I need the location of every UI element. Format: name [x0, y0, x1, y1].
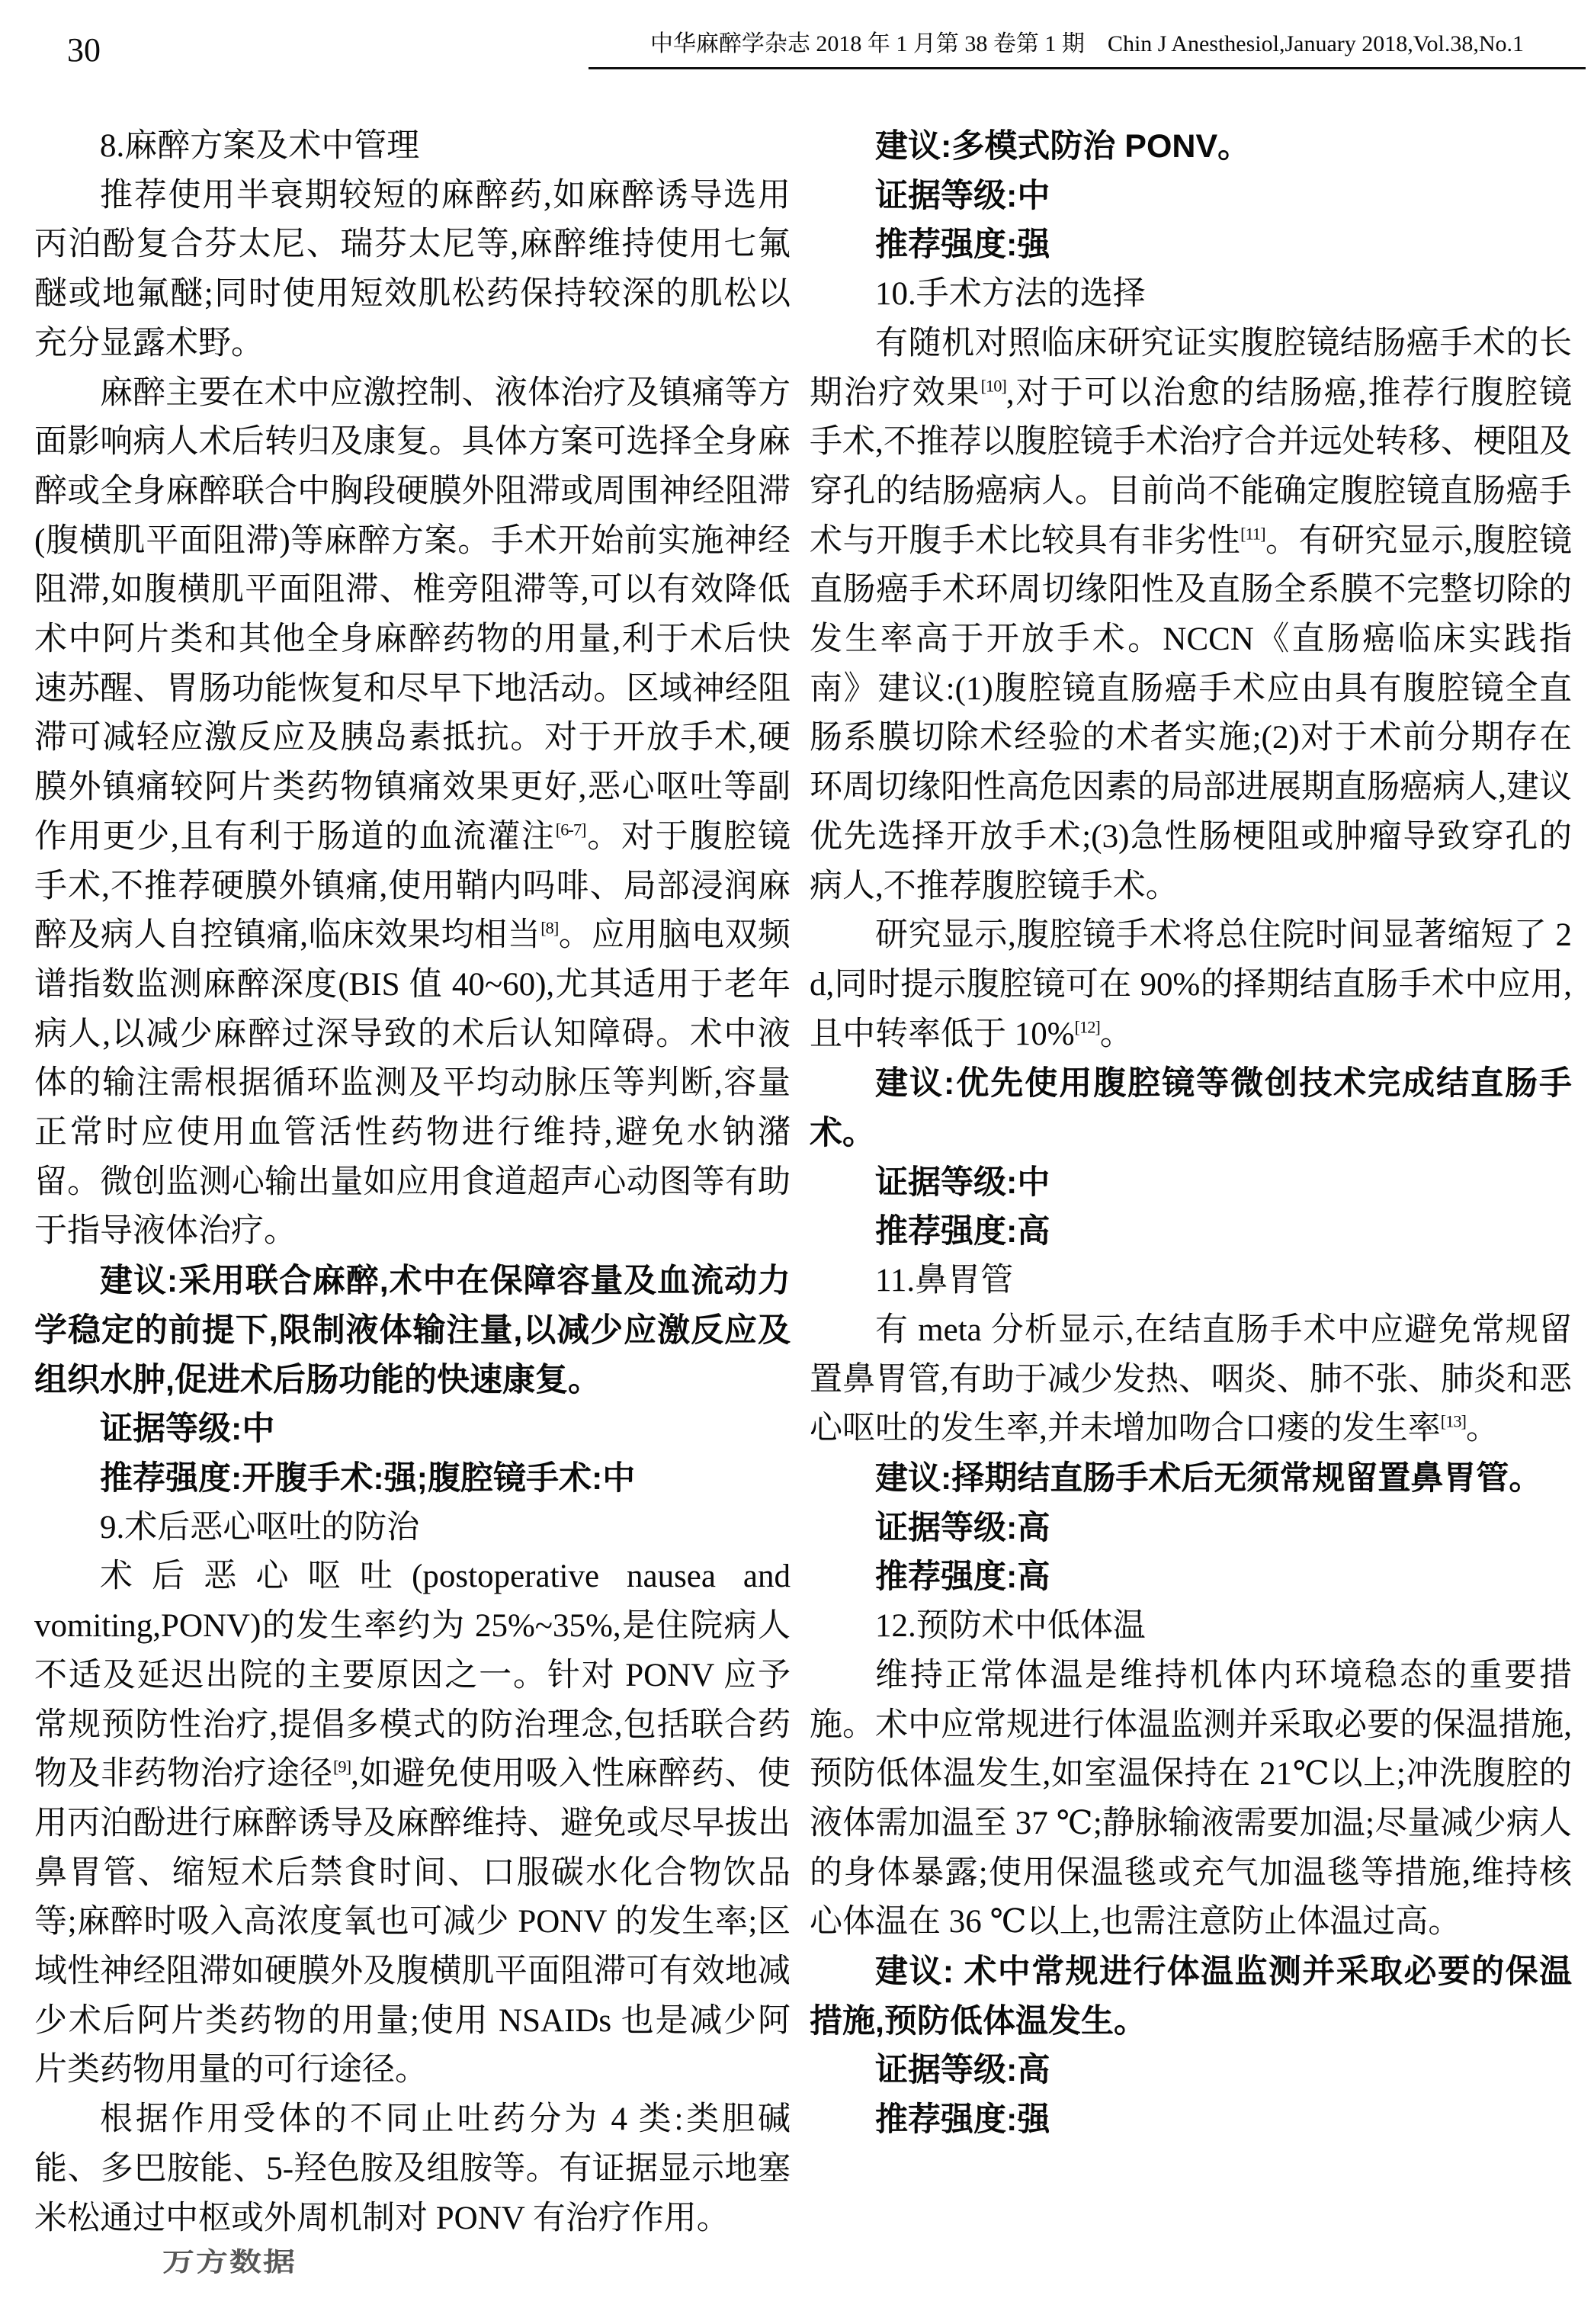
body-paragraph — [810, 911, 1572, 1059]
reference-superscript: [6-7] — [555, 820, 586, 839]
reference-superscript: [11] — [1240, 524, 1265, 544]
recommendation-paragraph — [810, 1158, 1572, 1208]
reference-superscript: [12] — [1074, 1017, 1100, 1037]
text-run: 麻醉主要在术中应激控制、液体治疗及镇痛等方面影响病人术后转归及康复。具体方案可选择全身麻醉或全身麻醉联合中胸段硬膜外阻滞或周围神经阻滞(腹横肌平面阻滞)等麻醉方案。手术开始前实施神经阻滞,如腹横肌平面阻滞、椎旁阻滞等,可以有效降低术中阿片类和其他全身麻醉药物的用量,利于术后快速苏醒、胃肠功能恢复和尽早下地活动。区域神经阻滞可减轻应激反应及胰岛素抵抗。对于开放手术,硬膜外镇痛较阿片类药物镇痛效果更好,恶心呕吐等副作用更少,且有利于肠道的血流灌注 — [34, 374, 791, 855]
text-run: 建议:择期结直肠手术后无须常规留置鼻胃管。 — [875, 1459, 1542, 1497]
recommendation-paragraph — [810, 220, 1572, 270]
text-run: 。对于腹腔镜手术,不推荐硬膜外镇痛,使用鞘内吗啡、局部浸润麻醉及病人自控镇痛,临床效果均相当 — [34, 818, 791, 954]
text-run: 推荐强度:高 — [875, 1213, 1050, 1250]
text-run: 证据等级:高 — [875, 2052, 1050, 2089]
reference-superscript: [10] — [980, 376, 1006, 396]
body-paragraph — [34, 2095, 791, 2243]
body-paragraph — [34, 369, 791, 1257]
text-run: 证据等级:中 — [875, 1164, 1050, 1201]
recommendation-paragraph — [810, 1552, 1572, 1602]
text-run: 推荐强度:强 — [875, 2101, 1050, 2139]
reference-superscript: [9] — [332, 1757, 351, 1777]
body-paragraph — [810, 319, 1572, 911]
text-run: 根据作用受体的不同止吐药分为 4 类:类胆碱能、多巴胺能、5-羟色胺及组胺等。有证据显示地塞米松通过中枢或外周机制对 PONV 有治疗作用。 — [34, 2101, 791, 2236]
reference-superscript: [13] — [1440, 1411, 1467, 1431]
text-run: 。应用脑电双频谱指数监测麻醉深度(BIS 值 40~60),尤其适用于老年病人,以减少麻醉过深导致的术后认知障碍。术中液体的输注需根据循环监测及平均动脉压等判断,容量正常时应使用血管活性药物进行维持,避免水钠潴留。微创监测心输出量如应用食道超声心动图等有助于指导液体治疗。 — [34, 917, 791, 1250]
section-heading — [34, 1504, 791, 1553]
recommendation-paragraph — [810, 1059, 1572, 1157]
text-run: 推荐强度:开腹手术:强;腹腔镜手术:中 — [100, 1459, 636, 1497]
right-text-column — [810, 122, 1572, 2145]
reference-superscript: [8] — [540, 918, 559, 938]
text-run: 。 — [1466, 1411, 1499, 1447]
journal-header-line: 中华麻醉学杂志 2018 年 1 月第 38 卷第 1 期 Chin J Anesthesiol,January 2018,Vol.38,No.1 — [589, 30, 1586, 69]
text-run: 研究显示,腹腔镜手术将总住院时间显著缩短了 2 d,同时提示腹腔镜可在 90%的择期结直肠手术中应用,且中转率低于 10% — [810, 917, 1572, 1052]
text-run: 推荐强度:强 — [875, 226, 1050, 264]
recommendation-paragraph — [810, 1207, 1572, 1257]
wanfang-data-watermark: 万方数据 — [162, 2247, 297, 2277]
text-run: 11.鼻胃管 — [875, 1263, 1014, 1299]
recommendation-paragraph — [810, 122, 1572, 172]
section-heading — [810, 270, 1572, 319]
section-heading — [34, 122, 791, 172]
body-paragraph — [34, 172, 791, 369]
recommendation-paragraph — [810, 2046, 1572, 2095]
section-heading — [810, 1257, 1572, 1306]
recommendation-paragraph — [810, 2095, 1572, 2145]
text-run: 建议: 术中常规进行体温监测并采取必要的保温措施,预防低体温发生。 — [810, 1953, 1572, 2040]
text-run: 。 — [1099, 1016, 1133, 1052]
text-run: 推荐使用半衰期较短的麻醉药,如麻醉诱导选用丙泊酚复合芬太尼、瑞芬太尼等,麻醉维持使用七氟醚或地氟醚;同时使用短效肌松药保持较深的肌松以充分显露术野。 — [34, 177, 791, 361]
section-heading — [810, 1602, 1572, 1652]
body-paragraph — [810, 1306, 1572, 1454]
text-run: 。有研究显示,腹腔镜直肠癌手术环周切缘阳性及直肠全系膜不完整切除的发生率高于开放手术。NCCN《直肠癌临床实践指南》建议:(1)腹腔镜直肠癌手术应由具有腹腔镜全直肠系膜切除术经验的术者实施;(2)对于术前分期存在环周切缘阳性高危因素的局部进展期直肠癌病人,建议优先选择开放手术;(3)急性肠梗阻或肿瘤导致穿孔的病人,不推荐腹腔镜手术。 — [810, 522, 1573, 904]
text-run: 有随机对照临床研究证实腹腔镜结肠癌手术的长期治疗效果 — [810, 325, 1572, 411]
text-run: ,对于可以治愈的结肠癌,推荐行腹腔镜手术,不推荐以腹腔镜手术治疗合并远处转移、梗阻及穿孔的结肠癌病人。目前尚不能确定腹腔镜直肠癌手术与开腹手术比较具有非劣性 — [810, 374, 1573, 559]
body-paragraph — [34, 1552, 791, 2095]
text-run: 证据等级:中 — [100, 1411, 275, 1448]
page-number: 30 — [67, 31, 101, 69]
text-run: 维持正常体温是维持机体内环境稳态的重要措施。术中应常规进行体温监测并采取必要的保温措施,预防低体温发生,如室温保持在 21℃以上;冲洗腹腔的液体需加温至 37 ℃;静脉输液需要加温;尽量减少病人的身体暴露;使用保温毯或充气加温毯等措施,维持核心体温在 36 ℃以上,也需注意防止体温过高。 — [810, 1657, 1572, 1940]
recommendation-paragraph — [810, 1454, 1572, 1504]
text-run: 有 meta 分析显示,在结直肠手术中应避免常规留置鼻胃管,有助于减少发热、咽炎、肺不张、肺炎和恶心呕吐的发生率,并未增加吻合口瘘的发生率 — [810, 1311, 1572, 1447]
text-run: 8.麻醉方案及术中管理 — [100, 128, 420, 164]
recommendation-paragraph — [34, 1454, 791, 1504]
text-run: 9.术后恶心呕吐的防治 — [100, 1509, 420, 1546]
recommendation-paragraph — [810, 1504, 1572, 1553]
text-run: 建议:采用联合麻醉,术中在保障容量及血流动力学稳定的前提下,限制液体输注量,以减少应激反应及组织水肿,促进术后肠功能的快速康复。 — [34, 1263, 791, 1398]
text-run: 建议:优先使用腹腔镜等微创技术完成结直肠手术。 — [810, 1065, 1572, 1152]
recommendation-paragraph — [34, 1257, 791, 1404]
recommendation-paragraph — [810, 1947, 1572, 2046]
text-run: 推荐强度:高 — [875, 1558, 1050, 1596]
recommendation-paragraph — [34, 1404, 791, 1454]
text-run: 证据等级:高 — [875, 1509, 1050, 1546]
text-run: 12.预防术中低体温 — [875, 1608, 1146, 1645]
text-run: ,如避免使用吸入性麻醉药、使用丙泊酚进行麻醉诱导及麻醉维持、避免或尽早拔出鼻胃管、缩短术后禁食时间、口服碳水化合物饮品等;麻醉时吸入高浓度氧也可减少 PONV 的发生率;区域性神经阻滞如硬膜外及腹横肌平面阻滞可有效地减少术后阿片类药物的用量;使用 NSAIDs 也是减少阿片类药物用量的可行途径。 — [34, 1756, 791, 2088]
text-run: 术后恶心呕吐(postoperative nausea and vomiting,PONV)的发生率约为 25%~35%,是住院病人不适及延迟出院的主要原因之一。针对 PONV 应予常规预防性治疗,提倡多模式的防治理念,包括联合药物及非药物治疗途径 — [34, 1558, 791, 1793]
body-paragraph — [810, 1652, 1572, 1947]
recommendation-paragraph — [810, 172, 1572, 221]
text-run: 证据等级:中 — [875, 177, 1050, 214]
text-run: 建议:多模式防治 PONV。 — [875, 128, 1251, 165]
text-run: 10.手术方法的选择 — [875, 276, 1146, 313]
left-text-column — [34, 122, 791, 2243]
